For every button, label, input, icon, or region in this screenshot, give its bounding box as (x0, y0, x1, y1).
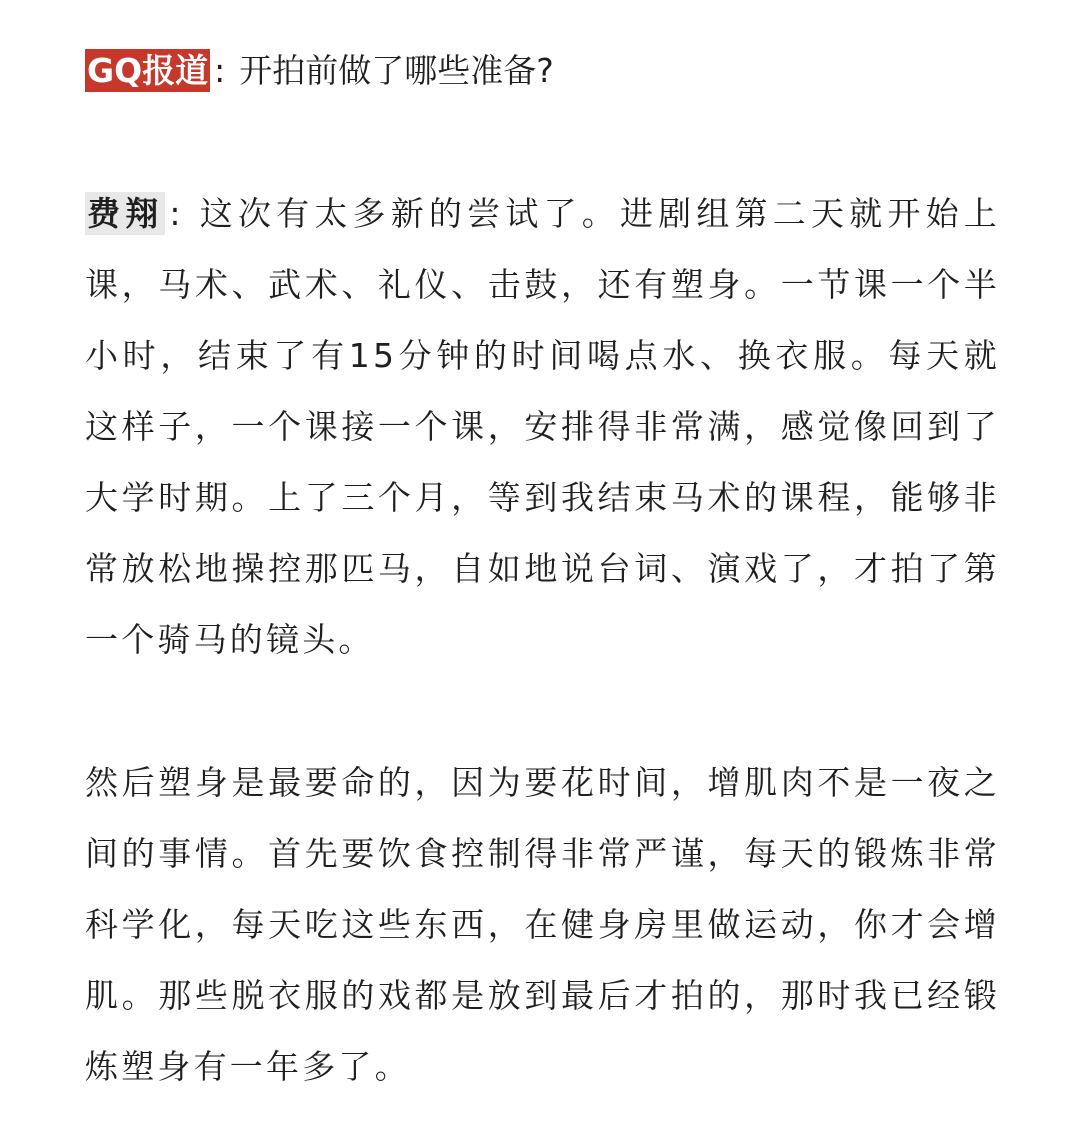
question-separator: : (214, 51, 226, 90)
answer-text-1: 这次有太多新的尝试了。进剧组第二天就开始上课，马术、武术、礼仪、击鼓，还有塑身。一节课一个半小时，结束了有15分钟的时间喝点水、换衣服。每天就这样子，一个课接一个课，安排得非常满，感觉像回到了大学时期。上了三个月，等到我结束马术的课程，能够非常放松地操控那匹马，自如地说台词、演戏了，才拍了第一个骑马的镜头。 (85, 194, 1000, 659)
gq-report-tag: GQ报道 (87, 51, 209, 90)
answer-text-2: 然后塑身是最要命的，因为要花时间，增肌肉不是一夜之间的事情。首先要饮食控制得非常严谨，每天的锻炼非常科学化，每天吃这些东西，在健身房里做运动，你才会增肌。那些脱衣服的戏都是放到最后才拍的，那时我已经锻炼塑身有一年多了。 (85, 763, 1000, 1086)
question-text: 开拍前做了哪些准备? (239, 51, 554, 90)
answer-paragraph-1 (85, 178, 1000, 675)
speaker-tag: 费翔 (87, 194, 164, 233)
question-line (85, 48, 554, 94)
answer-paragraph-2 (85, 747, 1000, 1102)
answer-separator: : (169, 194, 184, 233)
